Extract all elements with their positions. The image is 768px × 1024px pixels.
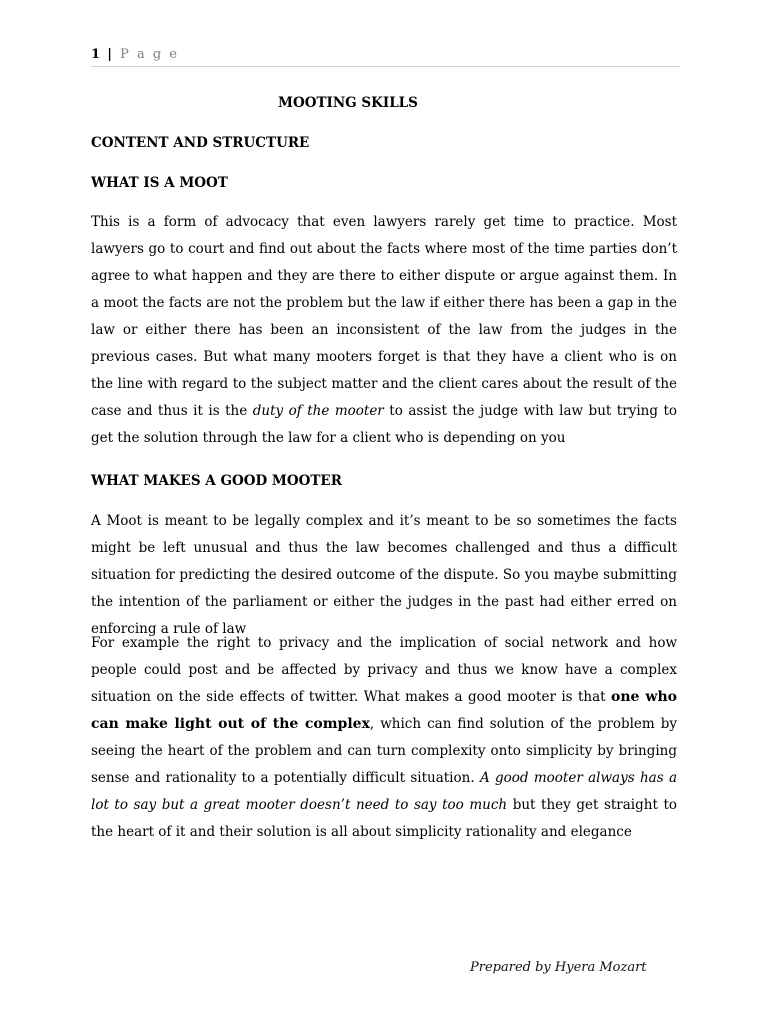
section-heading-what-is-a-moot: WHAT IS A MOOT [91,175,228,191]
page-number: 1 [91,47,101,62]
paragraph-text: For example the right to privacy and the implication of social network and how people could post and be affected by privacy and thus we know have a complex situation on the side effects of twitter. What makes a good mooter is that [91,635,677,705]
prepared-by-footer: Prepared by Hyera Mozart [470,960,647,975]
paragraph-what-is-a-moot [91,209,677,452]
italic-phrase: duty of the mooter [252,403,384,419]
paragraph-text: This is a form of advocacy that even lawyers rarely get time to practice. Most lawyers go to court and find out about the facts where most of the time parties don’t agree to what happen and they are there to either dispute or argue against them. In a moot the facts are not the problem but the law if either there has been a gap in the law or either there has been an inconsistent of the law from the judges in the previous cases. But what many mooters forget is that they have a client who is on the line with regard to the subject matter and the client cares about the result of the case and thus it is the [91,214,677,419]
italic-phrase: A good mooter always has a lot to say but a great mooter doesn’t need to say too much [91,770,677,813]
paragraph-text: , which can find solution of the problem by seeing the heart of the problem and can turn complexity onto simplicity by bringing sense and rationality to a potentially difficult situation. [91,716,677,786]
bold-phrase: one who can make light out of the complex [91,689,677,732]
page-separator: | [107,47,112,62]
paragraph-moot-complexity: A Moot is meant to be legally complex and it’s meant to be so sometimes the facts might be left unusual and thus the law becomes challenged and thus a difficult situation for predicting the desired outcome of the dispute. So you maybe submitting the intention of the parliament or either the judges in the past had either erred on enforcing a rule of law [91,513,677,637]
page-header [91,46,680,67]
paragraph-text: to assist the judge with law but trying to get the solution through the law for a client who is depending on you [91,403,678,446]
page-label: P a g e [120,47,179,62]
paragraph-text: but they get straight to the heart of it and their solution is all about simplicity rationality and elegance [91,797,677,840]
document-title: MOOTING SKILLS [278,95,418,111]
paragraph-good-mooter-example [91,630,677,846]
section-heading-good-mooter: WHAT MAKES A GOOD MOOTER [91,473,342,489]
section-heading-content-structure: CONTENT AND STRUCTURE [91,135,310,151]
